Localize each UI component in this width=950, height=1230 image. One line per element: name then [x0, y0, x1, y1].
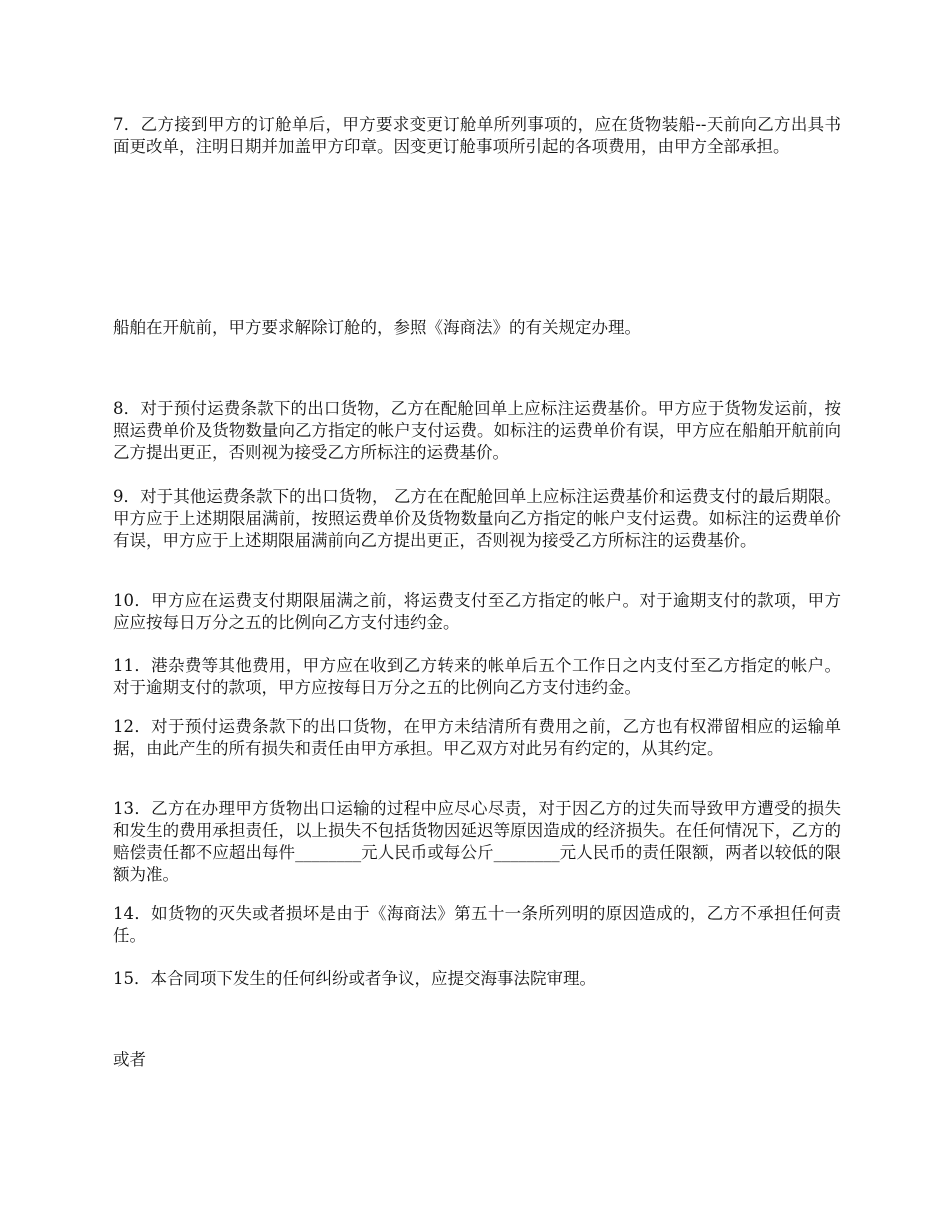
clause-14-paragraph: 14．如货物的灭失或者损坏是由于《海商法》第五十一条所列明的原因造成的，乙方不承担任何责任。	[113, 904, 841, 945]
clause-7-cancel-paragraph: 船舶在开航前，甲方要求解除订舱的，参照《海商法》的有关规定办理。	[113, 318, 641, 337]
clause-15-paragraph: 15．本合同项下发生的任何纠纷或者争议，应提交海事法院审理。	[113, 969, 596, 988]
clause-8-paragraph: 8．对于预付运费条款下的出口货物，乙方在配舱回单上应标注运费基价。甲方应于货物发运前，按照运费单价及货物数量向乙方指定的帐户支付运费。如标注的运费单价有误，甲方应在船舶开航前向乙方提出更正，否则视为接受乙方所标注的运费基价。	[113, 399, 841, 462]
clause-12-paragraph: 12．对于预付运费条款下的出口货物，在甲方未结清所有费用之前，乙方也有权滞留相应的运输单据，由此产生的所有损失和责任由甲方承担。甲乙双方对此另有约定的，从其约定。	[113, 717, 841, 758]
clause-7-paragraph: 7．乙方接到甲方的订舱单后，甲方要求变更订舱单所列事项的，应在货物装船--天前向乙方出具书面更改单，注明日期并加盖甲方印章。因变更订舱事项所引起的各项费用，由甲方全部承担。	[113, 115, 841, 156]
or-paragraph: 或者	[113, 1050, 146, 1069]
clause-13-paragraph: 13．乙方在办理甲方货物出口运输的过程中应尽心尽责，对于因乙方的过失而导致甲方遭受的损失和发生的费用承担责任，以上损失不包括货物因延迟等原因造成的经济损失。在任何情况下，乙方的赔偿责任都不应超出每件________元人民币或每公斤________元人民币的责任限额，两者以较低的限额为准。	[113, 799, 841, 884]
clause-11-paragraph: 11．港杂费等其他费用，甲方应在收到乙方转来的帐单后五个工作日之内支付至乙方指定的帐户。对于逾期支付的款项，甲方应按每日万分之五的比例向乙方支付违约金。	[113, 656, 841, 697]
clause-10-paragraph: 10．甲方应在运费支付期限届满之前，将运费支付至乙方指定的帐户。对于逾期支付的款项，甲方应应按每日万分之五的比例向乙方支付违约金。	[113, 591, 841, 632]
clause-9-paragraph: 9．对于其他运费条款下的出口货物， 乙方在在配舱回单上应标注运费基价和运费支付的最后期限。甲方应于上述期限届满前，按照运费单价及货物数量向乙方指定的帐户支付运费。如标注的运费单价有误，甲方应于上述期限届满前向乙方提出更正，否则视为接受乙方所标注的运费基价。	[113, 487, 841, 550]
